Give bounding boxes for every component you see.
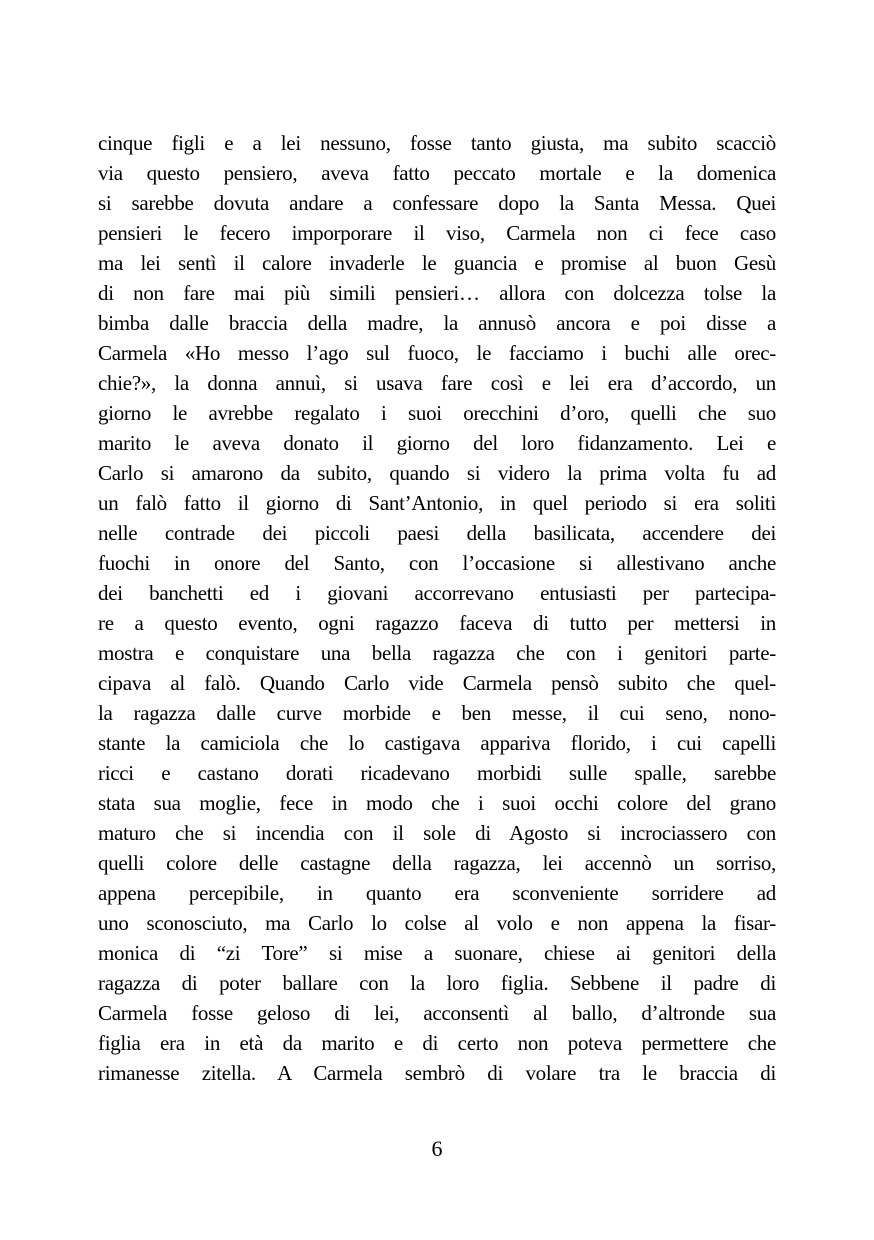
text-line: appena percepibile, in quanto era sconveniente sorridere ad <box>98 881 776 905</box>
text-line: dei banchetti ed i giovani accorrevano entusiasti per partecipa- <box>98 581 776 605</box>
text-line: pensieri le fecero imporporare il viso, Carmela non ci fece caso <box>98 221 776 245</box>
text-line: fuochi in onore del Santo, con l’occasione si allestivano anche <box>98 551 776 575</box>
text-line: Carmela «Ho messo l’ago sul fuoco, le facciamo i buchi alle orec- <box>98 341 776 365</box>
body-text <box>98 128 776 1088</box>
text-line: un falò fatto il giorno di Sant’Antonio, in quel periodo si era soliti <box>98 491 776 515</box>
text-line: marito le aveva donato il giorno del loro fidanzamento. Lei e <box>98 431 776 455</box>
text-line: stante la camiciola che lo castigava appariva florido, i cui capelli <box>98 731 776 755</box>
text-line: Carmela fosse geloso di lei, acconsentì al ballo, d’altronde sua <box>98 1001 776 1025</box>
text-line: mostra e conquistare una bella ragazza che con i genitori parte- <box>98 641 776 665</box>
text-line: nelle contrade dei piccoli paesi della basilicata, accendere dei <box>98 521 776 545</box>
text-line: Carlo si amarono da subito, quando si videro la prima volta fu ad <box>98 461 776 485</box>
text-line: rimanesse zitella. A Carmela sembrò di volare tra le braccia di <box>98 1061 776 1085</box>
text-line: ma lei sentì il calore invaderle le guancia e promise al buon Gesù <box>98 251 776 275</box>
text-line: bimba dalle braccia della madre, la annusò ancora e poi disse a <box>98 311 776 335</box>
text-line: cinque figli e a lei nessuno, fosse tanto giusta, ma subito scacciò <box>98 131 776 155</box>
page-number: 6 <box>431 1136 443 1161</box>
text-line: monica di “zi Tore” si mise a suonare, chiese ai genitori della <box>98 941 776 965</box>
text-line: ricci e castano dorati ricadevano morbidi sulle spalle, sarebbe <box>98 761 776 785</box>
text-line: maturo che si incendia con il sole di Agosto si incrociassero con <box>98 821 776 845</box>
text-line: si sarebbe dovuta andare a confessare dopo la Santa Messa. Quei <box>98 191 776 215</box>
text-line: cipava al falò. Quando Carlo vide Carmela pensò subito che quel- <box>98 671 776 695</box>
text-line: re a questo evento, ogni ragazzo faceva di tutto per mettersi in <box>98 611 776 635</box>
text-line: la ragazza dalle curve morbide e ben messe, il cui seno, nono- <box>98 701 776 725</box>
text-line: figlia era in età da marito e di certo non poteva permettere che <box>98 1031 776 1055</box>
text-line: chie?», la donna annuì, si usava fare così e lei era d’accordo, un <box>98 371 776 395</box>
text-line: uno sconosciuto, ma Carlo lo colse al volo e non appena la fisar- <box>98 911 776 935</box>
text-line: ragazza di poter ballare con la loro figlia. Sebbene il padre di <box>98 971 776 995</box>
text-line: via questo pensiero, aveva fatto peccato mortale e la domenica <box>98 161 776 185</box>
text-line: di non fare mai più simili pensieri… allora con dolcezza tolse la <box>98 281 776 305</box>
text-line: giorno le avrebbe regalato i suoi orecchini d’oro, quelli che suo <box>98 401 776 425</box>
text-line: stata sua moglie, fece in modo che i suoi occhi colore del grano <box>98 791 776 815</box>
text-line: quelli colore delle castagne della ragazza, lei accennò un sorriso, <box>98 851 776 875</box>
